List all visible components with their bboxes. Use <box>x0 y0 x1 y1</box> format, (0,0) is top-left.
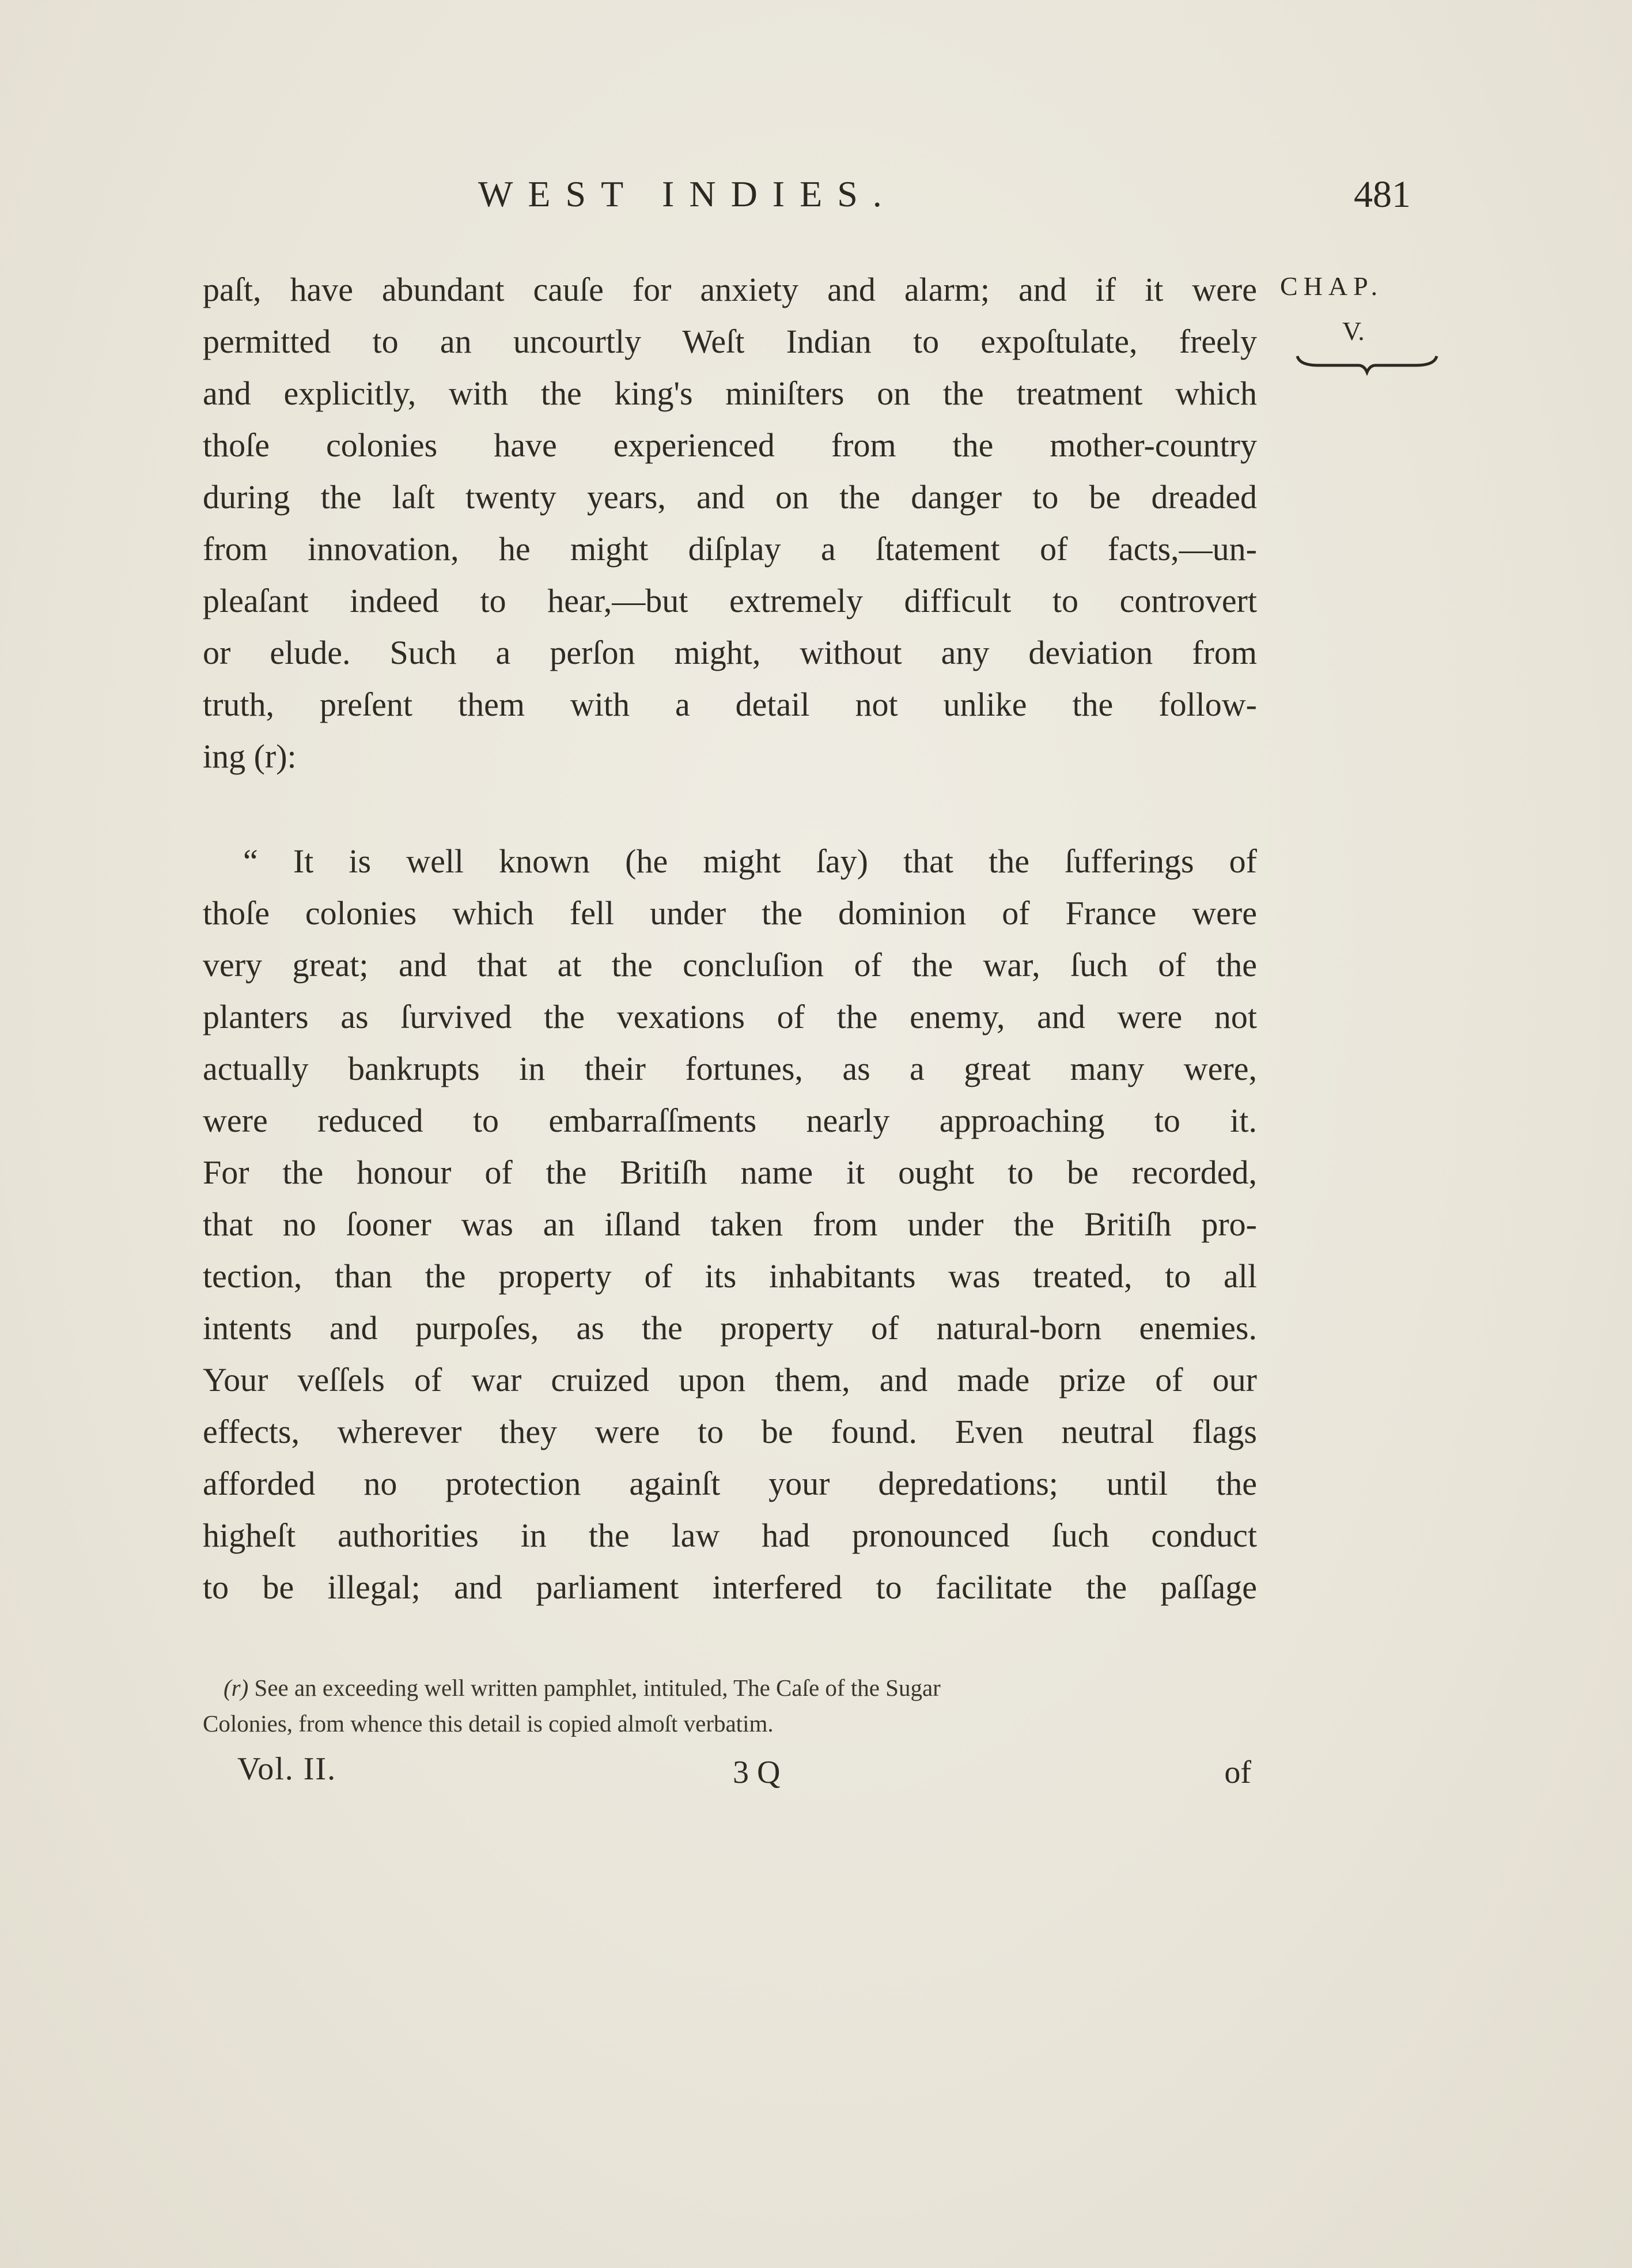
paragraph-1 <box>203 264 1257 783</box>
text-line: and explicitly, with the king's miniſters on the treatment which <box>203 375 1257 412</box>
text-line: pleaſant indeed to hear,—but extremely difficult to controvert <box>203 582 1257 619</box>
volume-label: Vol. II. <box>237 1751 337 1787</box>
text-line: during the laſt twenty years, and on the danger to be dreaded <box>203 478 1257 516</box>
text-line: truth, preſent them with a detail not unlike the follow- <box>203 686 1257 723</box>
chapter-label: CHAP. <box>1280 271 1384 301</box>
text-line: very great; and that at the concluſion of the war, ſuch of the <box>203 946 1257 984</box>
footnote-line <box>203 1670 1257 1706</box>
paragraph-gap <box>203 783 1257 836</box>
signature-mark: 3 Q <box>733 1755 781 1790</box>
text-line: “ It is well known (he might ſay) that the ſufferings of <box>243 842 1257 880</box>
paragraph-2 <box>203 836 1257 1613</box>
catchword: of <box>1224 1755 1251 1790</box>
brace-ornament <box>1295 353 1439 376</box>
chapter-number: V. <box>1342 316 1365 346</box>
page-number: 481 <box>1354 173 1411 216</box>
text-line: thoſe colonies have experienced from the mother-country <box>203 426 1257 464</box>
text-line: from innovation, he might diſplay a ſtatement of facts,—un- <box>203 530 1257 568</box>
footnote-marker: (r) <box>224 1674 249 1701</box>
text-line: or elude. Such a perſon might, without any deviation from <box>203 634 1257 671</box>
text-line: actually bankrupts in their fortunes, as a great many were, <box>203 1050 1257 1087</box>
text-line: afforded no protection againſt your depredations; until the <box>203 1465 1257 1502</box>
text-line: For the honour of the Britiſh name it ought to be recorded, <box>203 1154 1257 1191</box>
text-line: planters as ſurvived the vexations of the enemy, and were not <box>203 998 1257 1035</box>
text-line: paſt, have abundant cauſe for anxiety and alarm; and if it were <box>203 271 1257 308</box>
text-line: effects, wherever they were to be found. Even neutral flags <box>203 1413 1257 1450</box>
main-text <box>203 264 1257 1613</box>
running-title: WEST INDIES. <box>478 173 897 214</box>
text-line: higheſt authorities in the law had pronounced ſuch conduct <box>203 1517 1257 1554</box>
footnote <box>203 1670 1257 1741</box>
text-line: Your veſſels of war cruized upon them, and made prize of our <box>203 1361 1257 1398</box>
text-line: to be illegal; and parliament interfered to facilitate the paſſage <box>203 1568 1257 1606</box>
text-line: ing (r): <box>203 738 297 775</box>
footnote-text: See an exceeding well written pamphlet, intituled, The Caſe of the Sugar <box>254 1674 941 1701</box>
text-line: were reduced to embarraſſments nearly approaching to it. <box>203 1102 1257 1139</box>
text-line: that no ſooner was an iſland taken from under the Britiſh pro- <box>203 1205 1257 1243</box>
text-line: thoſe colonies which fell under the dominion of France were <box>203 894 1257 932</box>
text-line: tection, than the property of its inhabitants was treated, to all <box>203 1257 1257 1295</box>
footnote-line: Colonies, from whence this detail is copied almoſt verbatim. <box>203 1710 774 1737</box>
text-line: permitted to an uncourtly Weſt Indian to expoſtulate, freely <box>203 323 1257 360</box>
text-line: intents and purpoſes, as the property of natural-born enemies. <box>203 1309 1257 1347</box>
